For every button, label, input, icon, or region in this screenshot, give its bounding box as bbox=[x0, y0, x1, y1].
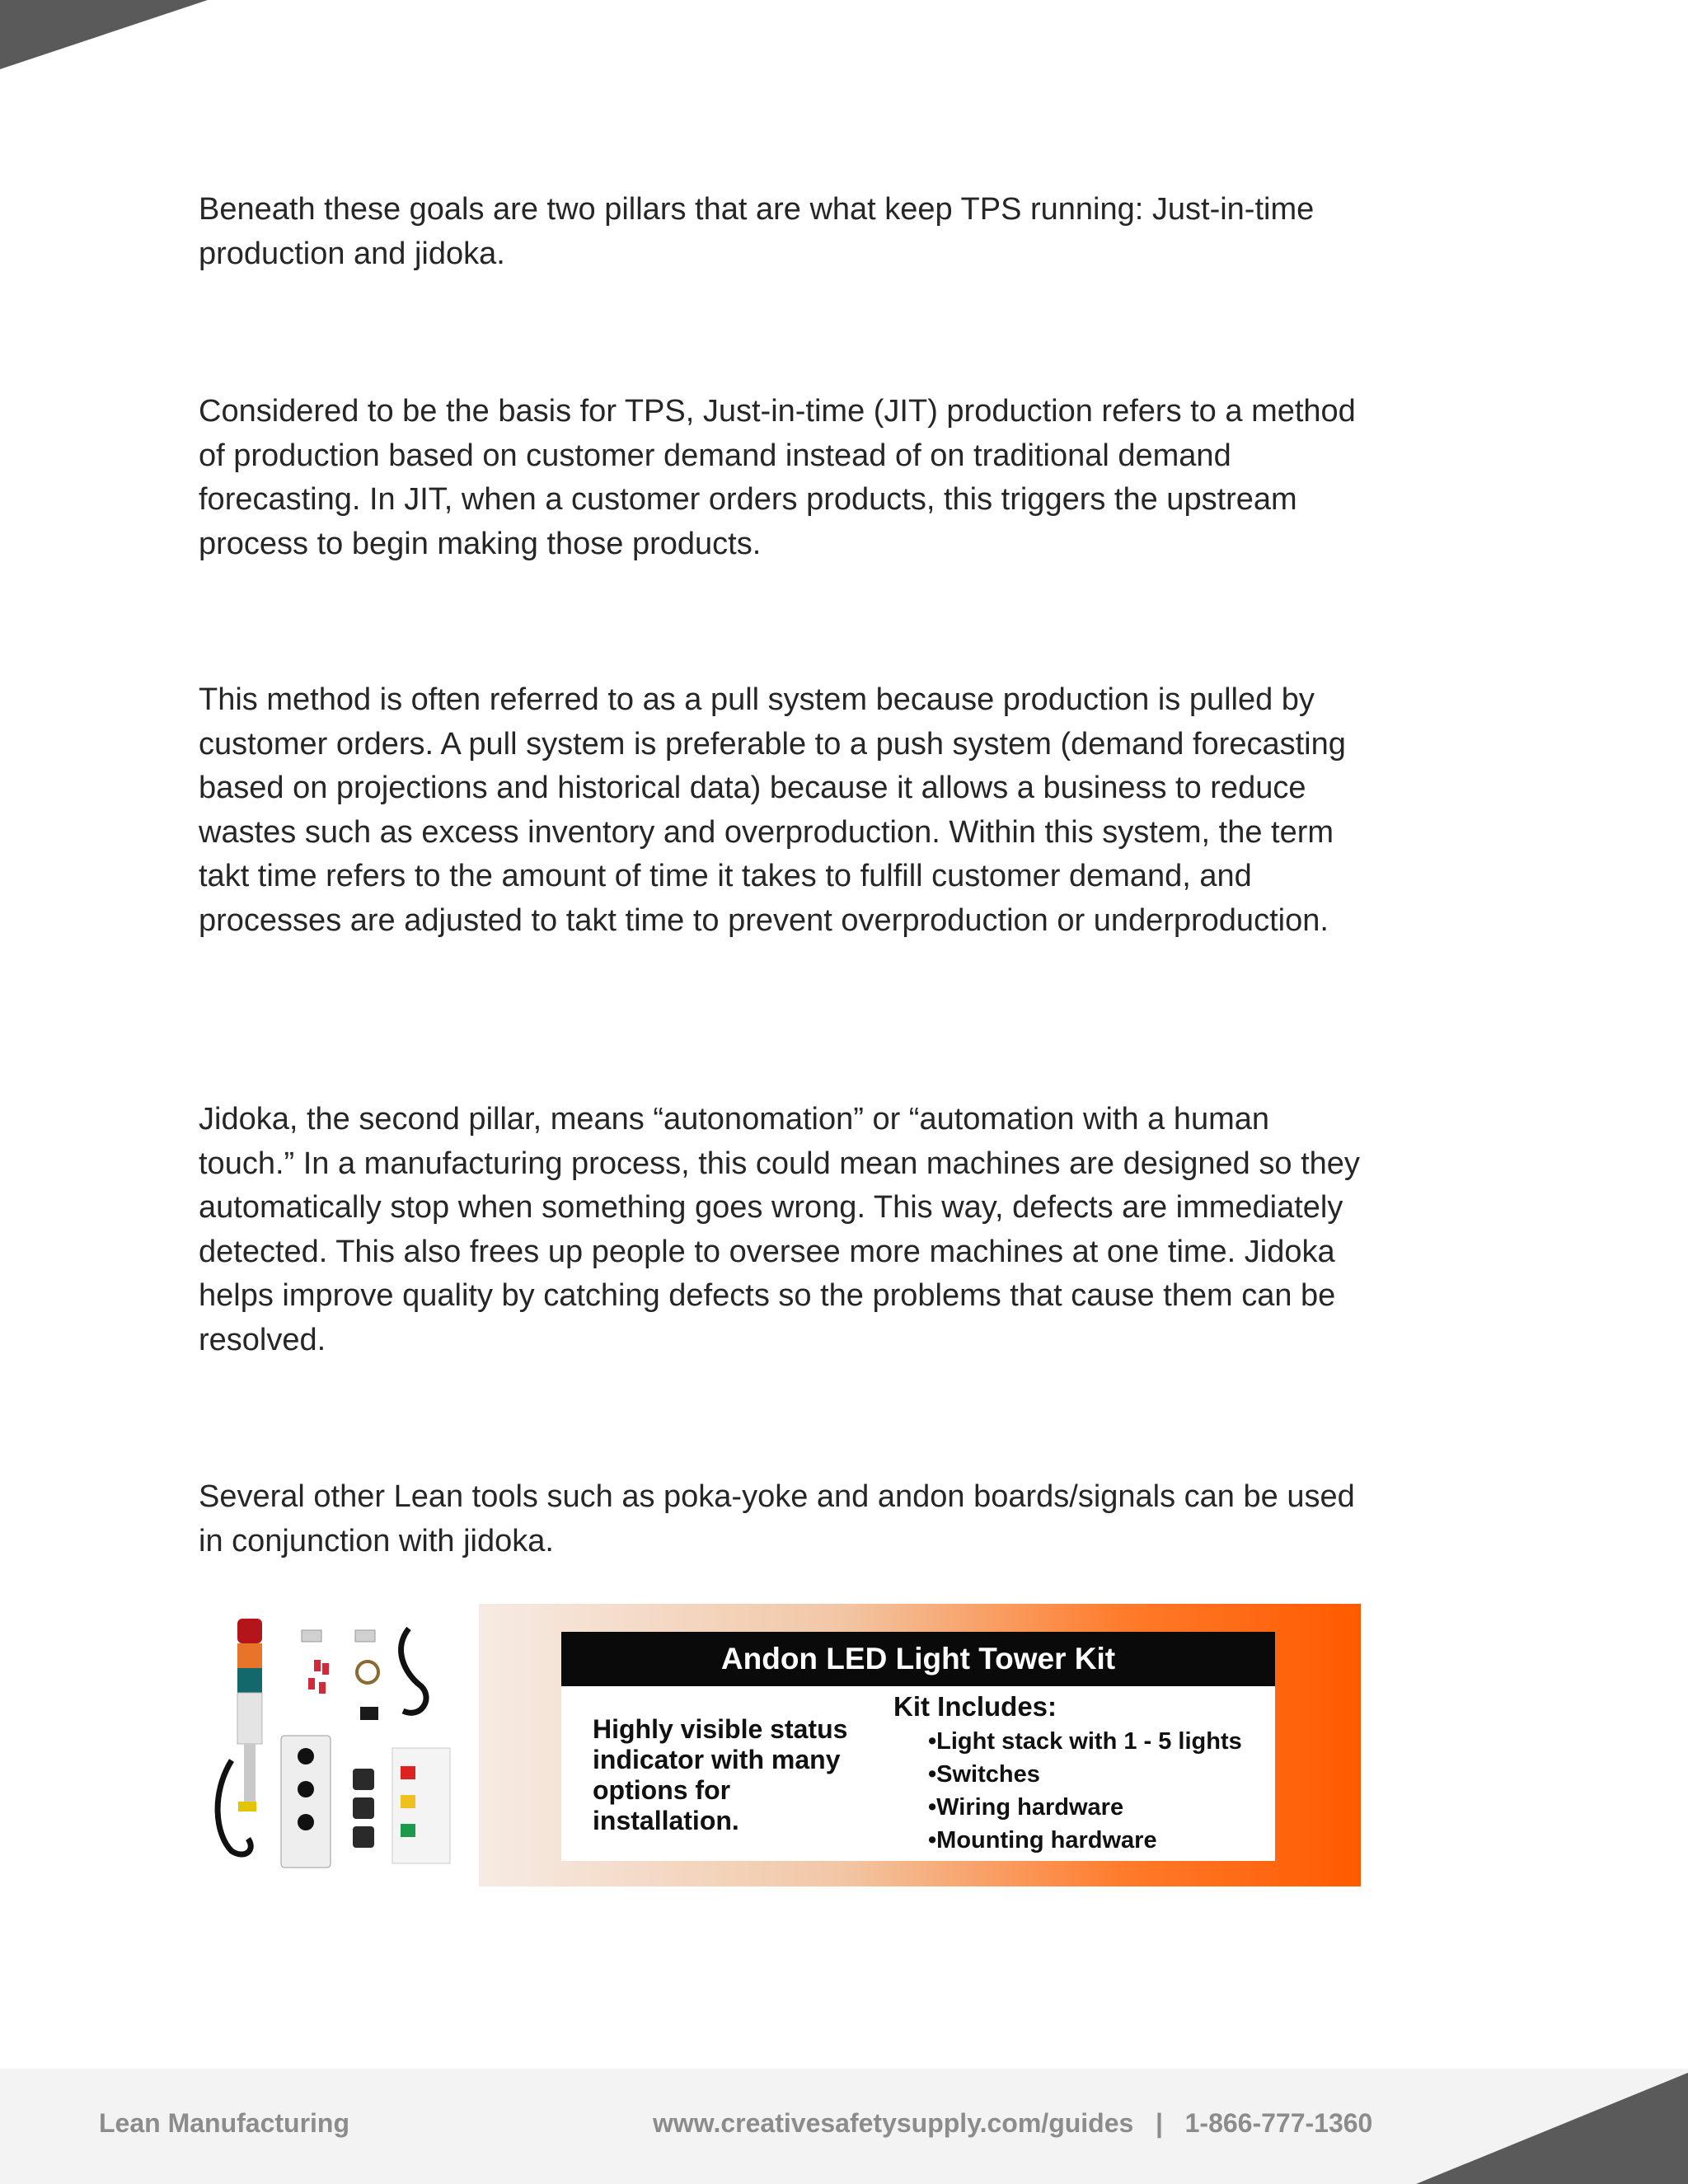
kit-includes-heading: Kit Includes: bbox=[893, 1691, 1057, 1722]
corner-decoration-bottom bbox=[1416, 2073, 1688, 2184]
banner-title: Andon LED Light Tower Kit bbox=[561, 1632, 1275, 1686]
paragraph-pillars: Beneath these goals are two pillars that are what keep TPS running: Just-in-time production and jidoka. bbox=[199, 192, 1315, 271]
banner-tagline: Highly visible status indicator with many options for installation. bbox=[593, 1714, 848, 1835]
kit-item: • Mounting hardware bbox=[928, 1824, 1242, 1857]
kit-item: • Wiring hardware bbox=[928, 1791, 1242, 1824]
kit-item: • Switches bbox=[928, 1758, 1242, 1791]
paragraph-jit: Considered to be the basis for TPS, Just-in-time (JIT) production refers to a method of production based on customer demand instead of on traditional demand forecasting. In JIT, when a customer orders products, this triggers the upstream process to begin making those products. bbox=[199, 394, 1356, 561]
footer-contact[interactable]: www.creativesafetysupply.com/guides | 1-866-777-1360 bbox=[653, 2108, 1373, 2138]
banner-info-box bbox=[561, 1632, 1275, 1861]
andon-kit-banner[interactable] bbox=[199, 1604, 1361, 1886]
paragraph-lean-tools: Several other Lean tools such as poka-yoke and andon boards/signals can be used in conjunction with jidoka. bbox=[199, 1479, 1355, 1558]
footer-guide-title: Lean Manufacturing bbox=[99, 2108, 350, 2138]
switch-box-image bbox=[281, 1736, 331, 1868]
kit-items-list bbox=[928, 1725, 1242, 1857]
corner-decoration-top bbox=[0, 0, 214, 74]
paragraph-pull-system: This method is often referred to as a pull system because production is pulled by customer orders. A pull system is preferable to a push system (demand forecasting based on projections and historical data) because it allows a business to reduce wastes such as excess inventory and overproduction. Within this system, the term takt time refers to the amount of time it takes to fulfill customer demand, and processes are adjusted to takt time to prevent overproduction or underproduction. bbox=[199, 682, 1346, 938]
kit-item: • Light stack with 1 - 5 lights bbox=[928, 1725, 1242, 1758]
paragraph-jidoka: Jidoka, the second pillar, means “autonomation” or “automation with a human touch.” In a manufacturing process, this could mean machines are designed so they automatically stop when something goes wrong. This way, defects are immediately detected. This also frees up people to oversee more machines at one time. Jidoka helps improve quality by catching defects so the problems that cause them can be resolved. bbox=[199, 1102, 1360, 1357]
